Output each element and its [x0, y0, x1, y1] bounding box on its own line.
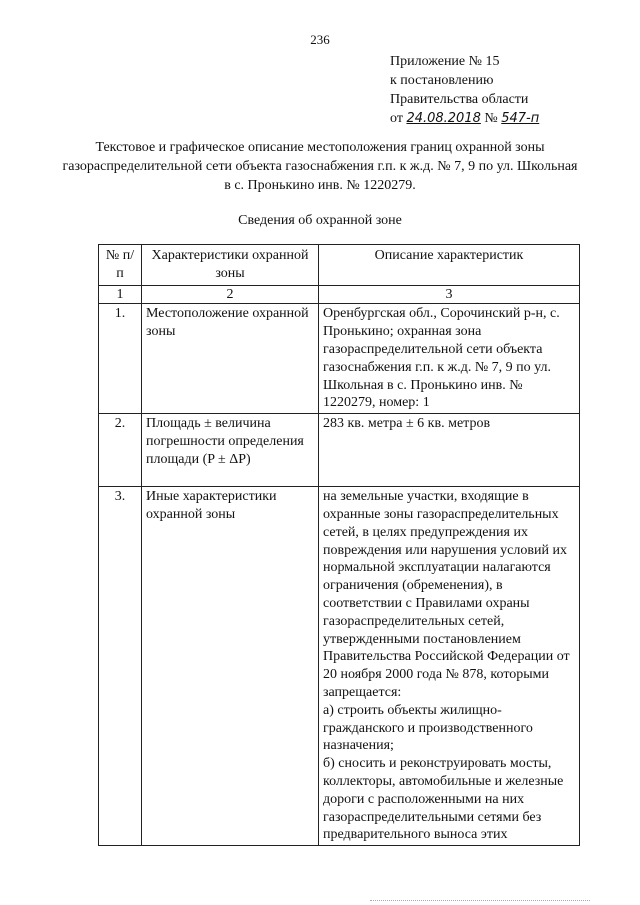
number-prefix: № [484, 111, 498, 126]
appendix-line: к постановлению [390, 73, 494, 88]
index-cell: 1 [99, 285, 142, 304]
appendix-block [390, 52, 539, 128]
row-num: 2. [99, 414, 142, 487]
row-characteristic: Местоположение охранной зоны [142, 304, 319, 414]
document-title: Текстовое и графическое описание местоположения границ охранной зоны газораспределительной сети объекта газоснабжения г.п. к ж.д. № 7, 9 по ул. Школьная в с. Пронькино инв. № 1220279. [62, 140, 578, 193]
handwritten-date: 24.08.2018 [406, 111, 481, 126]
header-num: № п/п [99, 245, 142, 286]
row-description: 283 кв. метра ± 6 кв. метров [319, 414, 580, 487]
appendix-line: Приложение № 15 [390, 54, 500, 69]
zone-info-table [98, 244, 580, 846]
row-characteristic: Площадь ± величина погрешности определения площади (P ± ΔP) [142, 414, 319, 487]
index-cell: 2 [142, 285, 319, 304]
header-characteristic: Характеристики охранной зоны [142, 245, 319, 286]
page-number: 236 [310, 32, 330, 47]
header-description: Описание характеристик [319, 245, 580, 286]
row-description: Оренбургская обл., Сорочинский р-н, с. Пронькино; охранная зона газораспределительной сети объекта газоснабжения г.п. к ж.д. № 7, 9 по ул. Школьная в с. Пронькино инв. № 1220279, номер: 1 [319, 304, 580, 414]
table-row [99, 414, 580, 487]
table-header-row [99, 245, 580, 286]
row-num: 3. [99, 487, 142, 846]
row-description: на земельные участки, входящие в охранные зоны газораспределительных сетей, в целях предупреждения их повреждения или нарушения условий их нормальной эксплуатации налагаются ограничения (обременения), в соответствии с Правилами охраны газораспределительных сетей, утвержденными постановлением Правительства Российской Федерации от 20 ноября 2000 года № 878, которыми запрещается: а) строить объекты жилищно-гражданского и производственного назначения; б) сносить и реконструировать мосты, коллекторы, автомобильные и железные дороги с расположенными на них газораспределительными сетями без предварительного выноса этих [319, 487, 580, 846]
scan-artifact-line [370, 900, 590, 901]
date-prefix: от [390, 111, 403, 126]
index-cell: 3 [319, 285, 580, 304]
row-num: 1. [99, 304, 142, 414]
appendix-date-line [390, 109, 539, 128]
section-subtitle: Сведения об охранной зоне [238, 213, 402, 228]
row-characteristic: Иные характеристики охранной зоны [142, 487, 319, 846]
appendix-line: Правительства области [390, 92, 529, 107]
table-row [99, 487, 580, 846]
table-row [99, 304, 580, 414]
handwritten-number: 547-п [501, 111, 540, 126]
table-index-row [99, 285, 580, 304]
